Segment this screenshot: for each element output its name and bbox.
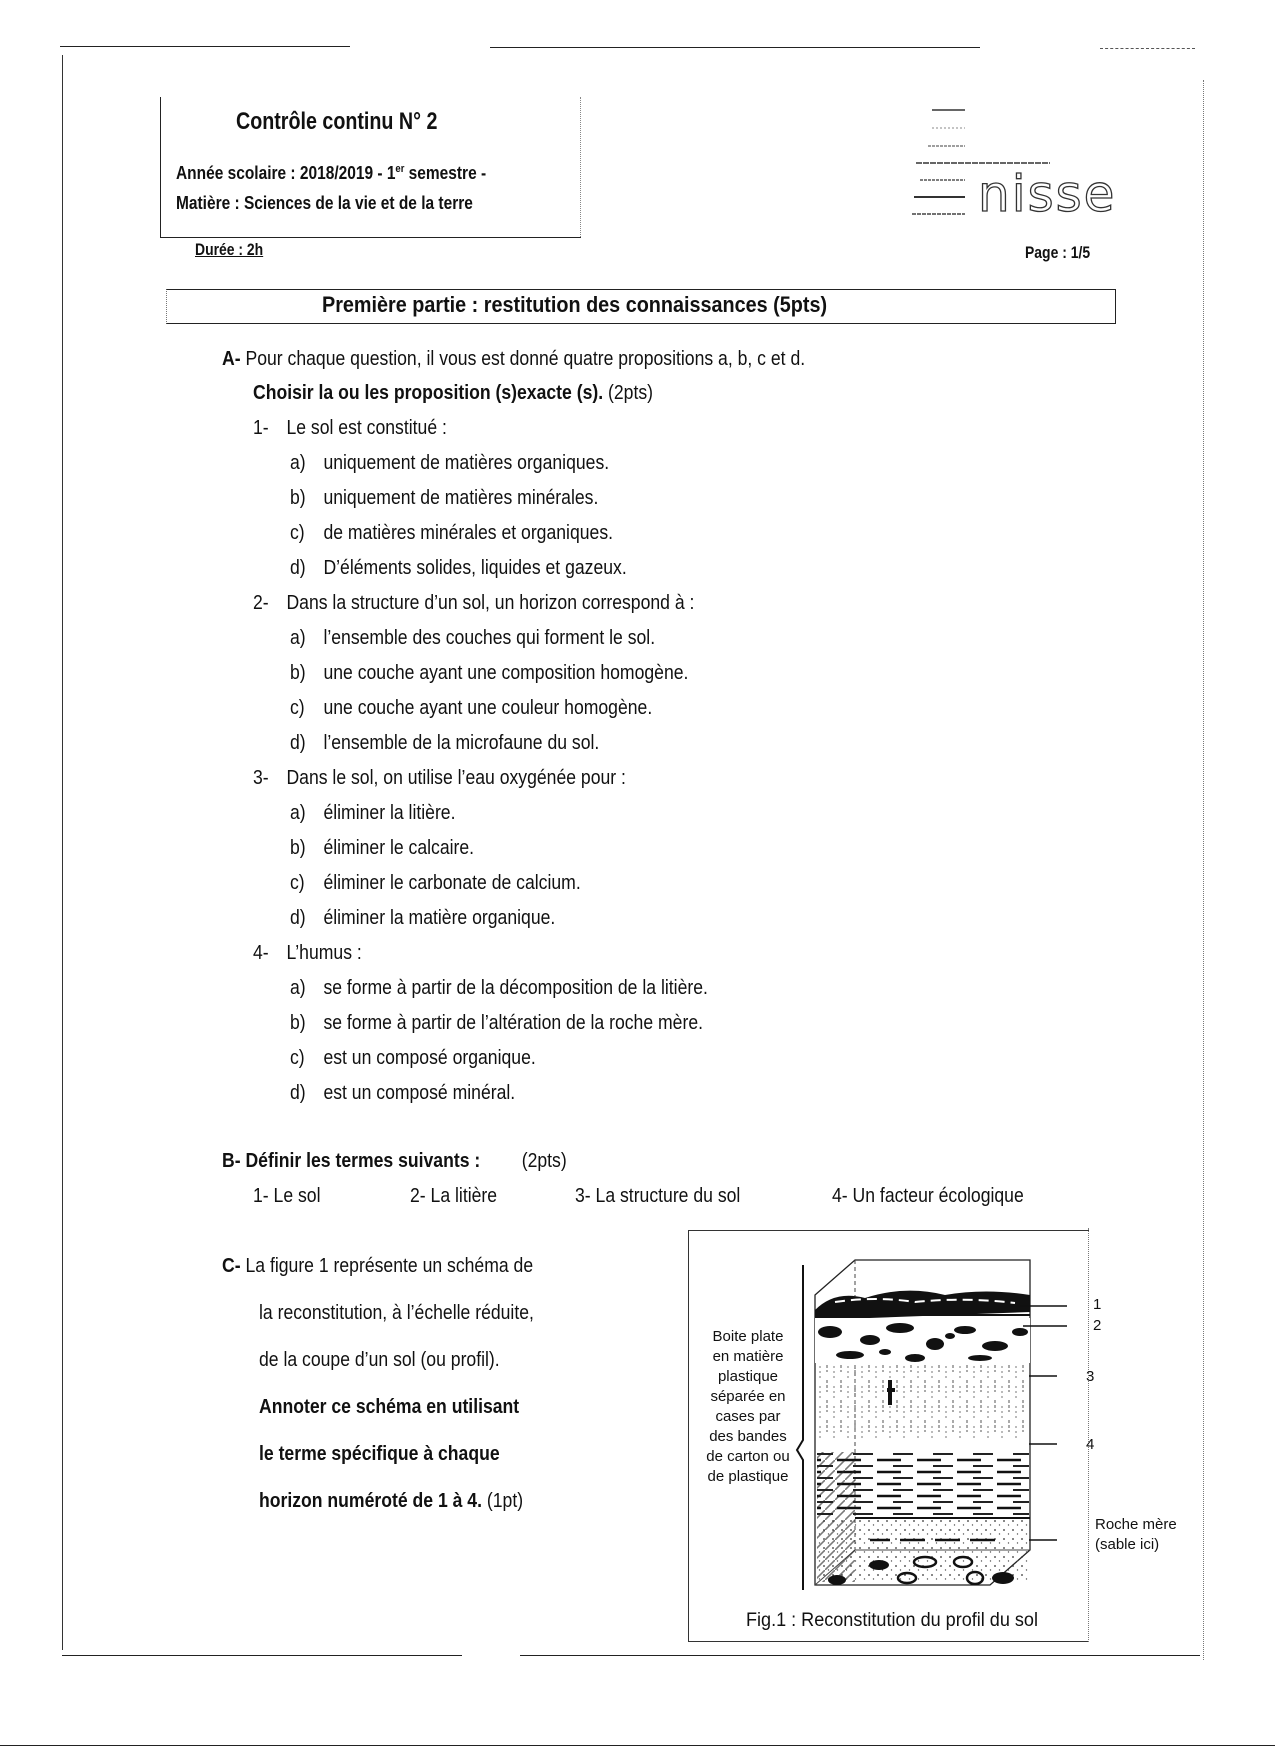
option-letter: d) [290,732,306,754]
section-b-marker: B- [222,1150,241,1172]
option-text: est un composé organique. [323,1047,536,1069]
bedrock-label-line-2: (sable ici) [1095,1536,1160,1553]
section-b-title-text: Définir les termes suivants : [245,1150,481,1172]
option-text: éliminer le calcaire. [323,837,475,859]
option-1c [290,522,613,545]
option-4d [290,1082,515,1105]
section-b-title [222,1150,567,1173]
option-text: une couche ayant une composition homogène. [323,662,689,684]
soil-profile-diagram [795,1240,1095,1600]
option-text: se forme à partir de l’altération de la roche mère. [323,1012,704,1034]
section-a-intro-text: Pour chaque question, il vous est donné quatre propositions a, b, c et d. [245,348,806,370]
option-2b [290,662,688,685]
option-2d [290,732,599,755]
option-text: de matières minérales et organiques. [323,522,614,544]
option-4c [290,1047,536,1070]
bedrock-label-line-1: Roche mère [1095,1516,1177,1533]
figure-caption: Fig.1 : Reconstitution du profil du sol [746,1610,1038,1631]
question-number: 2- [253,592,269,614]
option-letter: c) [290,522,305,544]
option-3c [290,872,581,895]
frame-top-line-3 [1100,48,1195,49]
option-letter: d) [290,1082,306,1104]
section-c-bold-text: horizon numéroté de 1 à 4. [259,1490,482,1512]
part-title: Première partie : restitution des connaissances (5pts) [322,292,828,317]
option-letter: c) [290,1047,305,1069]
option-3a [290,802,455,825]
horizon-label-2: 2 [1093,1317,1102,1334]
horizon-label-1: 1 [1093,1296,1102,1313]
question-text: Dans le sol, on utilise l’eau oxygénée pour : [286,767,626,789]
school-year-sup: er [395,163,405,175]
school-year-prefix: Année scolaire : 2018/2019 - 1 [176,163,396,183]
option-text: est un composé minéral. [323,1082,516,1104]
section-a-points: (2pts) [608,382,654,404]
frame-top-line-2 [490,47,980,48]
question-number: 1- [253,417,269,439]
option-letter: a) [290,627,306,649]
option-text: l’ensemble de la microfaune du sol. [323,732,600,754]
duration: Durée : 2h [195,240,264,259]
question-4 [253,942,362,965]
question-3 [253,767,626,790]
option-4b [290,1012,703,1035]
exam-title: Contrôle continu N° 2 [236,108,438,135]
section-a-marker: A- [222,348,241,370]
option-1a [290,452,609,475]
section-c-line-2: la reconstitution, à l’échelle réduite, [259,1302,534,1324]
question-1 [253,417,447,440]
section-c-line-5: le terme spécifique à chaque [259,1443,500,1465]
section-c-line-4: Annoter ce schéma en utilisant [259,1396,520,1418]
option-letter: b) [290,487,306,509]
section-a-instruction [253,382,653,405]
question-2 [253,592,694,615]
section-c-line-3: de la coupe d’un sol (ou profil). [259,1349,500,1371]
option-letter: c) [290,872,305,894]
option-4a [290,977,708,1000]
option-letter: a) [290,802,306,824]
section-b-points: (2pts) [521,1150,567,1172]
page-bottom-line [0,1745,1275,1746]
horizon-label-3: 3 [1086,1368,1095,1385]
section-c-line-6 [259,1490,523,1513]
subject: Matière : Sciences de la vie et de la terre [176,193,473,213]
option-letter: c) [290,697,305,719]
option-letter: b) [290,1012,306,1034]
option-text: éliminer le carbonate de calcium. [323,872,581,894]
option-letter: a) [290,452,306,474]
section-a-instruction-text: Choisir la ou les proposition (s)exacte (s). [253,382,604,404]
option-2c [290,697,652,720]
option-letter: d) [290,557,306,579]
bedrock-label [1095,1515,1177,1555]
option-text: l’ensemble des couches qui forment le sol. [323,627,656,649]
option-letter: b) [290,662,306,684]
question-text: Le sol est constitué : [286,417,447,439]
option-text: D’éléments solides, liquides et gazeux. [323,557,627,579]
option-letter: d) [290,907,306,929]
option-letter: a) [290,977,306,999]
option-text: uniquement de matières organiques. [323,452,610,474]
question-number: 3- [253,767,269,789]
option-text: se forme à partir de la décomposition de la litière. [323,977,708,999]
frame-bottom-line-2 [520,1655,1200,1656]
section-c-line-1 [222,1255,533,1278]
option-text: éliminer la matière organique. [323,907,556,929]
option-text: éliminer la litière. [323,802,456,824]
figure-side-note: Boite plate en matière plastique séparée en cases par des bandes de carton ou de plastique [706,1328,790,1485]
frame-right-line [1203,80,1204,1660]
option-2a [290,627,655,650]
term-3: 3- La structure du sol [575,1185,741,1207]
option-text: uniquement de matières minérales. [323,487,599,509]
option-3d [290,907,555,930]
section-c-marker: C- [222,1255,241,1277]
term-4: 4- Un facteur écologique [832,1185,1024,1207]
header-box-right-edge [580,97,581,237]
option-3b [290,837,474,860]
option-1d [290,557,627,580]
frame-top-line-1 [60,46,350,47]
option-text: une couche ayant une couleur homogène. [323,697,653,719]
question-number: 4- [253,942,269,964]
question-text: L’humus : [286,942,362,964]
school-year-suffix: semestre - [404,163,487,183]
school-year [176,163,486,184]
page-number: Page : 1/5 [1025,243,1091,262]
option-1b [290,487,598,510]
section-c-points: (1pt) [486,1490,524,1512]
school-logo-text: nisse [978,165,1117,223]
option-letter: b) [290,837,306,859]
question-text: Dans la structure d’un sol, un horizon correspond à : [286,592,695,614]
section-a-intro [222,348,805,371]
horizon-label-4: 4 [1086,1436,1095,1453]
term-2: 2- La litière [410,1185,498,1207]
frame-bottom-line-1 [62,1655,462,1656]
frame-left-line [62,55,63,1650]
term-1: 1- Le sol [253,1185,321,1207]
section-c-text: La figure 1 représente un schéma de [245,1255,534,1277]
